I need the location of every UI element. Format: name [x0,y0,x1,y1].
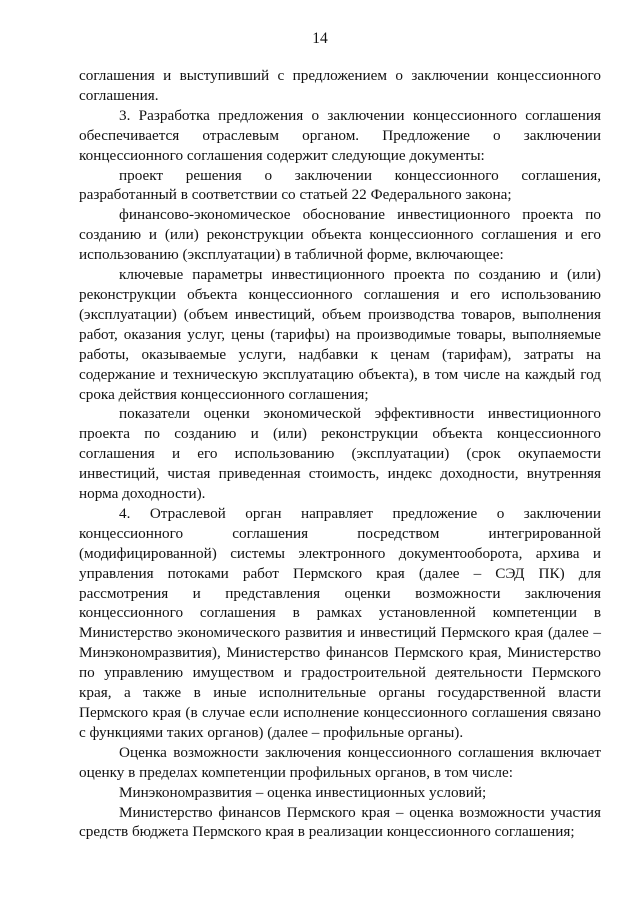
paragraph-minekonomrazvitiya: Минэкономразвития – оценка инвестиционных условий; [119,783,487,801]
paragraph-key-parameters: ключевые параметры инвестиционного проекта по созданию и (или) реконструкции объекта концессионного соглашения и его использованию (эксплуатации) (объем инвестиций, объем производства товаров, выполнения работ, оказания услуг, цены (тарифы) на производимые товары, выполняемые работы, оказываемые услуги, надбавки к ценам (тарифам), затраты на содержание и техническую эксплуатацию объекта), в том числе на каждый год срока действия концессионного соглашения; [79,266,601,403]
paragraph-assessment: Оценка возможности заключения концессионного соглашения включает оценку в пределах компетенции профильных органов, в том числе: [79,743,601,781]
paragraph-efficiency-indicators: показатели оценки экономической эффективности инвестиционного проекта по созданию и (или) реконструкции объекта концессионного соглашения и его использованию (эксплуатации) (срок окупаемости инвестиций, чистая приведенная стоимость, индекс доходности, внутренняя норма доходности). [79,405,601,503]
document-body [79,66,601,842]
paragraph-financial-justification: финансово-экономическое обоснование инвестиционного проекта по созданию и (или) реконструкции объекта концессионного соглашения и его использованию (эксплуатации) в табличной форме, включающее: [79,206,601,264]
paragraph-ministry-finance: Министерство финансов Пермского края – оценка возможности участия средств бюджета Пермского края в реализации концессионного соглашения; [79,803,601,841]
paragraph-item-4: 4. Отраслевой орган направляет предложение о заключении концессионного соглашения посредством интегрированной (модифицированной) системы электронного документооборота, архива и управления потоками работ Пермского края (далее – СЭД ПК) для рассмотрения и представления оценки возможности заключения концессионного соглашения в рамках установленной компетенции в Министерство экономического развития и инвестиций Пермского края (далее – Минэкономразвития), Министерство финансов Пермского края, Министерство по управлению имуществом и градостроительной деятельности Пермского края, а также в иные исполнительные органы государственной власти Пермского края (в случае если исполнение концессионного соглашения связано с функциями таких органов) (далее – профильные органы). [79,504,601,741]
page-number: 14 [312,30,328,47]
paragraph-item-3: 3. Разработка предложения о заключении концессионного соглашения обеспечивается отраслевым органом. Предложение о заключении концессионного соглашения содержит следующие документы: [79,106,601,164]
paragraph-draft-decision: проект решения о заключении концессионного соглашения, разработанный в соответствии со статьей 22 Федерального закона; [79,166,601,204]
paragraph-continuation: соглашения и выступивший с предложением о заключении концессионного соглашения. [79,67,601,104]
